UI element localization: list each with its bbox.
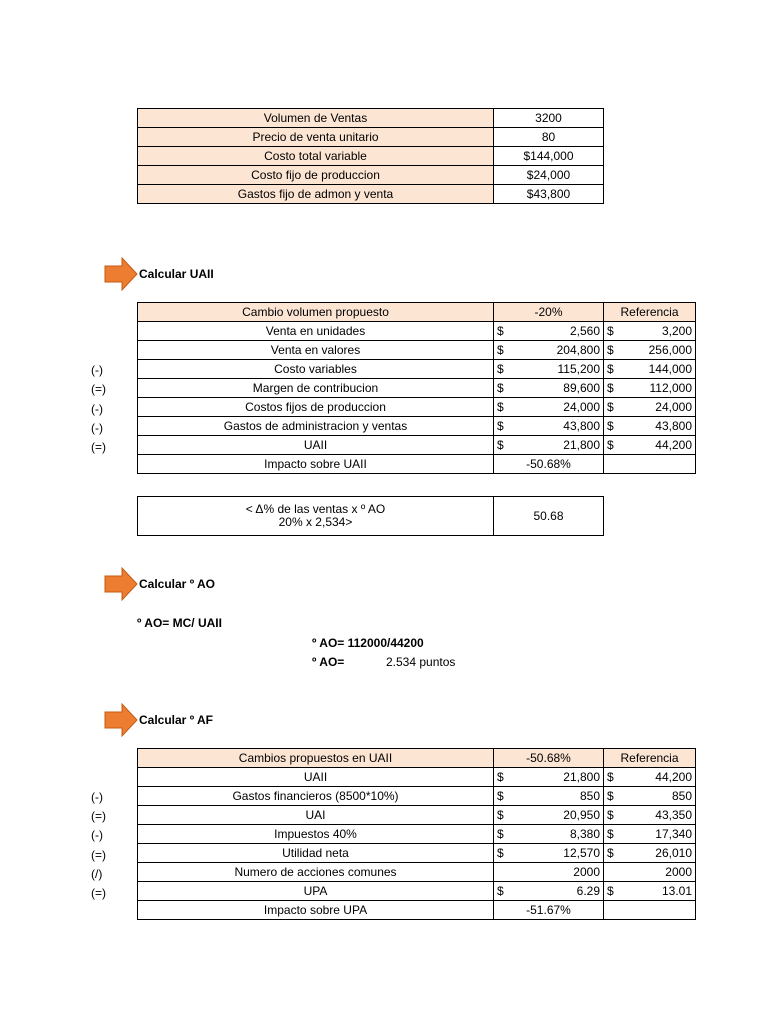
header-col2: Referencia — [604, 303, 696, 322]
cell-reference — [604, 417, 696, 436]
cell-value: 80 — [494, 128, 604, 147]
cell-reference — [604, 379, 696, 398]
table-row — [138, 109, 604, 128]
currency-sign: $ — [497, 400, 504, 414]
delta-line-1: < Δ% de las ventas x º AO — [245, 502, 386, 516]
cell-label: Costo fijo de produccion — [138, 166, 494, 185]
cell-label: UAI — [138, 806, 494, 825]
operator: (=) — [91, 440, 106, 454]
currency-sign: $ — [607, 884, 614, 898]
cell-value: 2000 — [573, 865, 600, 879]
currency-sign: $ — [607, 827, 614, 841]
operator: (-) — [91, 363, 103, 377]
currency-sign: $ — [607, 400, 614, 414]
operator: (-) — [91, 828, 103, 842]
cell-reference — [604, 882, 696, 901]
af-table — [137, 748, 696, 920]
cell-label: Gastos financieros (8500*10%) — [138, 787, 494, 806]
header-col1: -50.68% — [494, 749, 604, 768]
currency-sign: $ — [607, 770, 614, 784]
currency-sign: $ — [607, 381, 614, 395]
arrow-right-icon — [104, 567, 138, 601]
table-row — [138, 379, 696, 398]
cell-label: Costos fijos de produccion — [138, 398, 494, 417]
cell-label: Gastos de administracion y ventas — [138, 417, 494, 436]
cell-value: 43,800 — [655, 419, 692, 433]
currency-sign: $ — [607, 324, 614, 338]
table-row — [138, 882, 696, 901]
table-row — [138, 166, 604, 185]
currency-sign: $ — [497, 808, 504, 822]
cell-reference — [604, 787, 696, 806]
cell-label: Numero de acciones comunes — [138, 863, 494, 882]
cell-value: 43,350 — [655, 808, 692, 822]
cell-value: 112,000 — [649, 381, 692, 395]
table-row-impact — [138, 455, 696, 474]
currency-sign: $ — [607, 343, 614, 357]
cell-label: Gastos fijo de admon y venta — [138, 185, 494, 204]
table-header-row — [138, 303, 696, 322]
currency-sign: $ — [607, 846, 614, 860]
currency-sign: $ — [497, 884, 504, 898]
cell-reference — [604, 768, 696, 787]
cell-value: 44,200 — [655, 438, 692, 452]
header-label: Cambio volumen propuesto — [138, 303, 494, 322]
cell-label: Venta en valores — [138, 341, 494, 360]
cell-label: Utilidad neta — [138, 844, 494, 863]
cell-label: Margen de contribucion — [138, 379, 494, 398]
ao-result-label: º AO= — [312, 655, 345, 669]
cell-value: 850 — [671, 789, 692, 803]
cell-proposed — [494, 417, 604, 436]
cell-value: 20,950 — [563, 808, 600, 822]
currency-sign: $ — [497, 827, 504, 841]
table-row — [138, 417, 696, 436]
table-row — [138, 360, 696, 379]
currency-sign: $ — [497, 770, 504, 784]
currency-sign: $ — [497, 362, 504, 376]
table-row — [138, 341, 696, 360]
cell-label: Impacto sobre UPA — [138, 901, 494, 920]
cell-value: 256,000 — [648, 343, 692, 357]
cell-proposed — [494, 806, 604, 825]
table-row — [138, 398, 696, 417]
cell-value: 850 — [579, 789, 600, 803]
delta-formula — [138, 497, 494, 536]
ao-formula: º AO= MC/ UAII — [137, 616, 222, 630]
currency-sign: $ — [607, 808, 614, 822]
cell-value: 13.01 — [661, 884, 692, 898]
currency-sign: $ — [497, 324, 504, 338]
cell-empty — [604, 455, 696, 474]
cell-proposed — [494, 787, 604, 806]
operator: (-) — [91, 421, 103, 435]
cell-value: 3200 — [494, 109, 604, 128]
cell-label: UAII — [138, 436, 494, 455]
cell-proposed — [494, 768, 604, 787]
operator: (-) — [91, 402, 103, 416]
cell-label: UAII — [138, 768, 494, 787]
cell-proposed — [494, 398, 604, 417]
cell-value: $43,800 — [494, 185, 604, 204]
table-row-impact — [138, 901, 696, 920]
currency-sign: $ — [497, 789, 504, 803]
summary-table — [137, 108, 604, 204]
currency-sign: $ — [607, 419, 614, 433]
table-row — [138, 863, 696, 882]
cell-proposed — [494, 863, 604, 882]
cell-label: Venta en unidades — [138, 322, 494, 341]
section-title-ao: Calcular º AO — [139, 577, 215, 591]
cell-reference — [604, 322, 696, 341]
ao-calculation: º AO= 112000/44200 — [312, 636, 424, 650]
arrow-right-icon — [104, 703, 138, 737]
cell-impact: -50.68% — [494, 455, 604, 474]
table-row — [138, 128, 604, 147]
cell-proposed — [494, 825, 604, 844]
table-row — [138, 185, 604, 204]
cell-reference — [604, 825, 696, 844]
delta-value: 50.68 — [494, 497, 604, 536]
currency-sign: $ — [497, 381, 504, 395]
currency-sign: $ — [497, 438, 504, 452]
operator: (=) — [91, 848, 106, 862]
cell-value: $24,000 — [494, 166, 604, 185]
cell-value: 115,200 — [557, 362, 600, 376]
arrow-right-icon — [104, 257, 138, 291]
cell-value: $144,000 — [494, 147, 604, 166]
cell-value: 21,800 — [563, 770, 600, 784]
cell-value: 24,000 — [563, 400, 600, 414]
cell-value: 12,570 — [563, 846, 600, 860]
cell-value: 21,800 — [563, 438, 600, 452]
table-row — [138, 825, 696, 844]
operator: (=) — [91, 886, 106, 900]
cell-proposed — [494, 844, 604, 863]
cell-value: 17,340 — [655, 827, 692, 841]
cell-proposed — [494, 882, 604, 901]
delta-line-2: 20% x 2,534> — [278, 515, 353, 529]
section-title-af: Calcular º AF — [139, 713, 213, 727]
operator: (=) — [91, 382, 106, 396]
uaii-table — [137, 302, 696, 474]
ao-result-value: 2.534 puntos — [386, 655, 456, 669]
section-title-uaii: Calcular UAII — [139, 267, 214, 281]
cell-proposed — [494, 341, 604, 360]
cell-reference — [604, 341, 696, 360]
table-row — [138, 768, 696, 787]
header-col1: -20% — [494, 303, 604, 322]
cell-value: 144,000 — [648, 362, 692, 376]
cell-value: 44,200 — [655, 770, 692, 784]
cell-reference — [604, 360, 696, 379]
cell-reference — [604, 806, 696, 825]
table-header-row — [138, 749, 696, 768]
cell-value: 89,600 — [563, 381, 600, 395]
cell-label: Impuestos 40% — [138, 825, 494, 844]
table-row — [138, 322, 696, 341]
header-label: Cambios propuestos en UAII — [138, 749, 494, 768]
cell-proposed — [494, 322, 604, 341]
cell-value: 2,560 — [569, 324, 600, 338]
cell-proposed — [494, 360, 604, 379]
currency-sign: $ — [497, 419, 504, 433]
cell-label: Impacto sobre UAII — [138, 455, 494, 474]
cell-value: 24,000 — [655, 400, 692, 414]
table-row — [138, 844, 696, 863]
cell-label: Precio de venta unitario — [138, 128, 494, 147]
cell-value: 204,800 — [556, 343, 600, 357]
delta-box — [137, 496, 604, 536]
header-col2: Referencia — [604, 749, 696, 768]
currency-sign: $ — [607, 438, 614, 452]
cell-value: 3,200 — [661, 324, 692, 338]
cell-value: 8,380 — [569, 827, 600, 841]
table-row — [138, 436, 696, 455]
cell-value: 2000 — [665, 865, 692, 879]
currency-sign: $ — [607, 789, 614, 803]
cell-proposed — [494, 379, 604, 398]
cell-reference — [604, 398, 696, 417]
currency-sign: $ — [497, 846, 504, 860]
cell-value: 6.29 — [576, 884, 600, 898]
cell-proposed — [494, 436, 604, 455]
cell-label: Costo variables — [138, 360, 494, 379]
cell-label: Costo total variable — [138, 147, 494, 166]
cell-impact: -51.67% — [494, 901, 604, 920]
table-row — [138, 147, 604, 166]
table-row — [138, 806, 696, 825]
cell-value: 43,800 — [563, 419, 600, 433]
cell-reference — [604, 436, 696, 455]
cell-empty — [604, 901, 696, 920]
operator: (=) — [91, 809, 106, 823]
currency-sign: $ — [497, 343, 504, 357]
cell-reference — [604, 844, 696, 863]
operator: (-) — [91, 790, 103, 804]
cell-label: UPA — [138, 882, 494, 901]
cell-reference — [604, 863, 696, 882]
currency-sign: $ — [607, 362, 614, 376]
operator: (/) — [91, 867, 103, 881]
cell-label: Volumen de Ventas — [138, 109, 494, 128]
cell-value: 26,010 — [655, 846, 692, 860]
table-row — [138, 787, 696, 806]
